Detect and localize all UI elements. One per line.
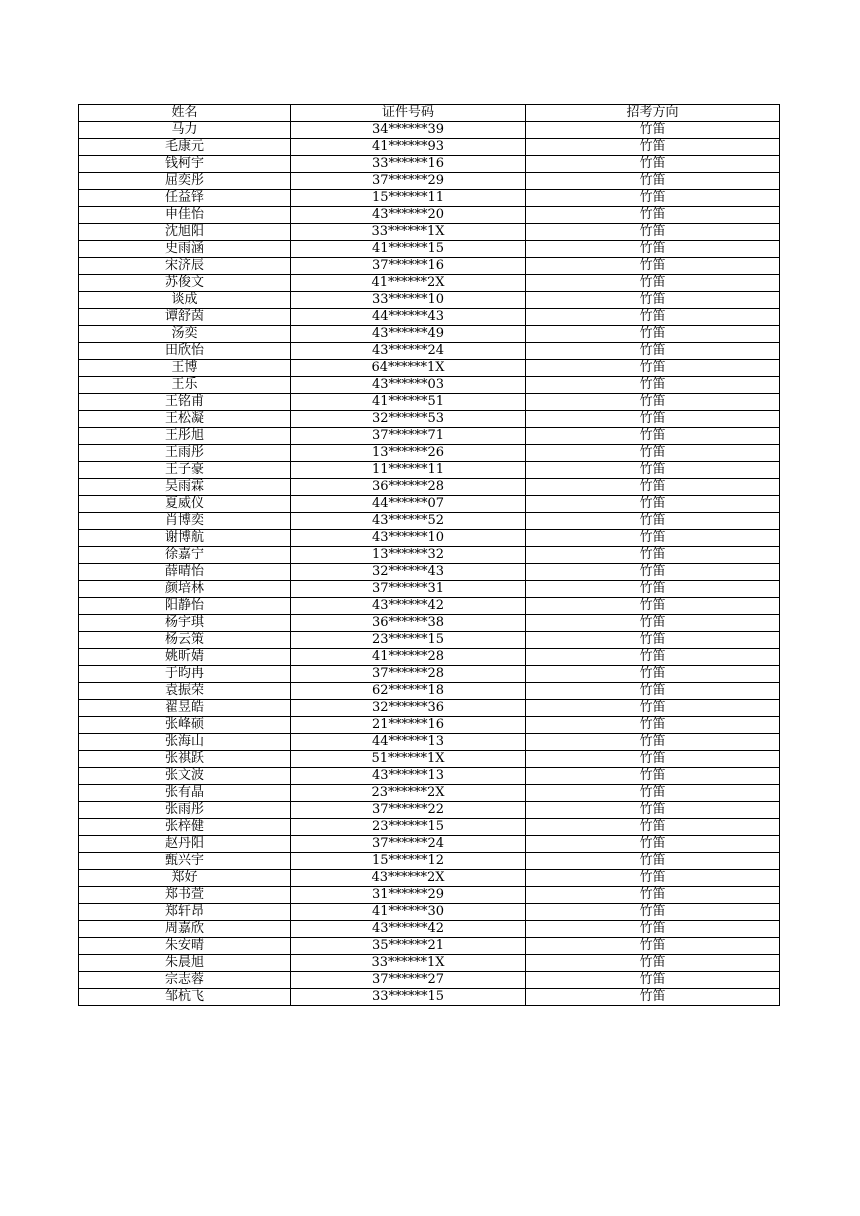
- table-row: [79, 615, 780, 632]
- cell-name: 屈奕彤: [79, 173, 291, 190]
- cell-id-number: 15******11: [291, 190, 526, 207]
- table-row: [79, 224, 780, 241]
- cell-direction: 竹笛: [526, 717, 780, 734]
- table-row: [79, 309, 780, 326]
- cell-direction: 竹笛: [526, 156, 780, 173]
- cell-id-number: 33******1X: [291, 955, 526, 972]
- table-row: [79, 445, 780, 462]
- cell-direction: 竹笛: [526, 955, 780, 972]
- table-row: [79, 496, 780, 513]
- table-row: [79, 190, 780, 207]
- cell-id-number: 23******15: [291, 819, 526, 836]
- cell-name: 宗志蓉: [79, 972, 291, 989]
- cell-id-number: 43******49: [291, 326, 526, 343]
- cell-direction: 竹笛: [526, 224, 780, 241]
- table-row: [79, 530, 780, 547]
- cell-name: 袁振荣: [79, 683, 291, 700]
- cell-id-number: 31******29: [291, 887, 526, 904]
- cell-direction: 竹笛: [526, 530, 780, 547]
- cell-direction: 竹笛: [526, 462, 780, 479]
- cell-id-number: 41******2X: [291, 275, 526, 292]
- cell-name: 王雨彤: [79, 445, 291, 462]
- cell-name: 朱安晴: [79, 938, 291, 955]
- cell-name: 谢博航: [79, 530, 291, 547]
- cell-name: 田欣怡: [79, 343, 291, 360]
- cell-id-number: 41******93: [291, 139, 526, 156]
- table-row: [79, 717, 780, 734]
- table-row: [79, 751, 780, 768]
- table-row: [79, 802, 780, 819]
- cell-name: 赵丹阳: [79, 836, 291, 853]
- cell-name: 任益铎: [79, 190, 291, 207]
- cell-id-number: 34******39: [291, 122, 526, 139]
- table-row: [79, 700, 780, 717]
- table-row: [79, 904, 780, 921]
- cell-id-number: 43******42: [291, 598, 526, 615]
- cell-direction: 竹笛: [526, 343, 780, 360]
- cell-id-number: 43******2X: [291, 870, 526, 887]
- table-row: [79, 462, 780, 479]
- cell-id-number: 43******13: [291, 768, 526, 785]
- table-row: [79, 734, 780, 751]
- cell-name: 苏俊文: [79, 275, 291, 292]
- cell-id-number: 41******30: [291, 904, 526, 921]
- table-row: [79, 955, 780, 972]
- header-name: 姓名: [79, 105, 291, 122]
- cell-name: 史雨涵: [79, 241, 291, 258]
- table-row: [79, 411, 780, 428]
- cell-name: 甄兴宇: [79, 853, 291, 870]
- cell-name: 颜培林: [79, 581, 291, 598]
- cell-name: 马力: [79, 122, 291, 139]
- cell-direction: 竹笛: [526, 938, 780, 955]
- cell-id-number: 33******16: [291, 156, 526, 173]
- header-direction: 招考方向: [526, 105, 780, 122]
- cell-id-number: 43******52: [291, 513, 526, 530]
- cell-direction: 竹笛: [526, 207, 780, 224]
- cell-name: 邹杭飞: [79, 989, 291, 1006]
- cell-id-number: 44******13: [291, 734, 526, 751]
- cell-id-number: 51******1X: [291, 751, 526, 768]
- cell-name: 谭舒茵: [79, 309, 291, 326]
- cell-direction: 竹笛: [526, 360, 780, 377]
- cell-direction: 竹笛: [526, 428, 780, 445]
- cell-id-number: 36******28: [291, 479, 526, 496]
- cell-id-number: 32******43: [291, 564, 526, 581]
- cell-direction: 竹笛: [526, 632, 780, 649]
- cell-id-number: 43******20: [291, 207, 526, 224]
- table-body: [79, 122, 780, 1006]
- table-row: [79, 513, 780, 530]
- table-row: [79, 326, 780, 343]
- cell-direction: 竹笛: [526, 326, 780, 343]
- cell-name: 夏威仪: [79, 496, 291, 513]
- cell-name: 阳静怡: [79, 598, 291, 615]
- cell-name: 张祺跃: [79, 751, 291, 768]
- cell-direction: 竹笛: [526, 887, 780, 904]
- table-row: [79, 989, 780, 1006]
- cell-name: 翟昱皓: [79, 700, 291, 717]
- table-row: [79, 683, 780, 700]
- cell-direction: 竹笛: [526, 547, 780, 564]
- cell-id-number: 15******12: [291, 853, 526, 870]
- cell-name: 张梓健: [79, 819, 291, 836]
- table-row: [79, 768, 780, 785]
- table-row: [79, 938, 780, 955]
- cell-direction: 竹笛: [526, 768, 780, 785]
- table-row: [79, 394, 780, 411]
- cell-name: 王松凝: [79, 411, 291, 428]
- table-row: [79, 887, 780, 904]
- cell-name: 吴雨霖: [79, 479, 291, 496]
- cell-direction: 竹笛: [526, 751, 780, 768]
- table-row: [79, 241, 780, 258]
- cell-name: 王子豪: [79, 462, 291, 479]
- cell-direction: 竹笛: [526, 190, 780, 207]
- cell-direction: 竹笛: [526, 802, 780, 819]
- cell-name: 徐嘉宁: [79, 547, 291, 564]
- cell-name: 杨云策: [79, 632, 291, 649]
- table-row: [79, 122, 780, 139]
- table-row: [79, 275, 780, 292]
- cell-direction: 竹笛: [526, 377, 780, 394]
- cell-name: 宋济辰: [79, 258, 291, 275]
- cell-name: 汤奕: [79, 326, 291, 343]
- cell-direction: 竹笛: [526, 394, 780, 411]
- cell-name: 薛晴怡: [79, 564, 291, 581]
- cell-name: 郑书萱: [79, 887, 291, 904]
- cell-direction: 竹笛: [526, 173, 780, 190]
- cell-direction: 竹笛: [526, 445, 780, 462]
- table-row: [79, 598, 780, 615]
- cell-name: 张海山: [79, 734, 291, 751]
- cell-id-number: 11******11: [291, 462, 526, 479]
- cell-id-number: 36******38: [291, 615, 526, 632]
- cell-direction: 竹笛: [526, 836, 780, 853]
- cell-name: 王铭甫: [79, 394, 291, 411]
- cell-name: 张雨彤: [79, 802, 291, 819]
- table-row: [79, 836, 780, 853]
- table-row: [79, 632, 780, 649]
- cell-name: 张峰硕: [79, 717, 291, 734]
- table-row: [79, 921, 780, 938]
- cell-direction: 竹笛: [526, 615, 780, 632]
- table-row: [79, 258, 780, 275]
- cell-name: 杨宇琪: [79, 615, 291, 632]
- cell-direction: 竹笛: [526, 496, 780, 513]
- cell-name: 王彤旭: [79, 428, 291, 445]
- table-row: [79, 377, 780, 394]
- cell-name: 王博: [79, 360, 291, 377]
- cell-id-number: 44******07: [291, 496, 526, 513]
- table-row: [79, 649, 780, 666]
- table-header: [79, 105, 780, 122]
- cell-direction: 竹笛: [526, 989, 780, 1006]
- cell-direction: 竹笛: [526, 309, 780, 326]
- table-row: [79, 972, 780, 989]
- cell-id-number: 41******51: [291, 394, 526, 411]
- cell-id-number: 21******16: [291, 717, 526, 734]
- cell-name: 谈成: [79, 292, 291, 309]
- cell-id-number: 37******31: [291, 581, 526, 598]
- table-row: [79, 785, 780, 802]
- cell-name: 郑好: [79, 870, 291, 887]
- table-row: [79, 173, 780, 190]
- table-row: [79, 819, 780, 836]
- cell-direction: 竹笛: [526, 513, 780, 530]
- cell-id-number: 43******10: [291, 530, 526, 547]
- cell-id-number: 44******43: [291, 309, 526, 326]
- cell-direction: 竹笛: [526, 853, 780, 870]
- cell-id-number: 37******28: [291, 666, 526, 683]
- cell-id-number: 41******15: [291, 241, 526, 258]
- cell-name: 朱晨旭: [79, 955, 291, 972]
- cell-name: 张有晶: [79, 785, 291, 802]
- cell-id-number: 41******28: [291, 649, 526, 666]
- cell-direction: 竹笛: [526, 666, 780, 683]
- table-row: [79, 564, 780, 581]
- cell-direction: 竹笛: [526, 258, 780, 275]
- cell-direction: 竹笛: [526, 700, 780, 717]
- cell-id-number: 37******16: [291, 258, 526, 275]
- table-row: [79, 156, 780, 173]
- cell-direction: 竹笛: [526, 921, 780, 938]
- cell-id-number: 37******27: [291, 972, 526, 989]
- cell-id-number: 62******18: [291, 683, 526, 700]
- cell-id-number: 33******10: [291, 292, 526, 309]
- cell-name: 郑轩昂: [79, 904, 291, 921]
- cell-name: 于昀冉: [79, 666, 291, 683]
- cell-name: 毛康元: [79, 139, 291, 156]
- cell-id-number: 32******53: [291, 411, 526, 428]
- cell-name: 肖博奕: [79, 513, 291, 530]
- table-row: [79, 479, 780, 496]
- cell-name: 张文波: [79, 768, 291, 785]
- table-row: [79, 666, 780, 683]
- cell-direction: 竹笛: [526, 139, 780, 156]
- cell-id-number: 33******1X: [291, 224, 526, 241]
- cell-name: 姚昕婧: [79, 649, 291, 666]
- cell-direction: 竹笛: [526, 972, 780, 989]
- table-row: [79, 360, 780, 377]
- header-id-number: 证件号码: [291, 105, 526, 122]
- cell-direction: 竹笛: [526, 241, 780, 258]
- table-row: [79, 428, 780, 445]
- cell-name: 王乐: [79, 377, 291, 394]
- table-row: [79, 343, 780, 360]
- cell-direction: 竹笛: [526, 292, 780, 309]
- cell-id-number: 37******29: [291, 173, 526, 190]
- cell-direction: 竹笛: [526, 122, 780, 139]
- cell-id-number: 37******22: [291, 802, 526, 819]
- cell-name: 周嘉欣: [79, 921, 291, 938]
- cell-direction: 竹笛: [526, 785, 780, 802]
- cell-direction: 竹笛: [526, 819, 780, 836]
- cell-id-number: 43******24: [291, 343, 526, 360]
- cell-direction: 竹笛: [526, 479, 780, 496]
- cell-id-number: 37******71: [291, 428, 526, 445]
- candidate-table: [78, 104, 780, 1006]
- cell-id-number: 33******15: [291, 989, 526, 1006]
- table-row: [79, 870, 780, 887]
- cell-id-number: 23******2X: [291, 785, 526, 802]
- header-row: [79, 105, 780, 122]
- cell-direction: 竹笛: [526, 581, 780, 598]
- table-row: [79, 292, 780, 309]
- cell-direction: 竹笛: [526, 564, 780, 581]
- cell-id-number: 37******24: [291, 836, 526, 853]
- cell-name: 申佳怡: [79, 207, 291, 224]
- cell-direction: 竹笛: [526, 649, 780, 666]
- cell-id-number: 43******03: [291, 377, 526, 394]
- cell-direction: 竹笛: [526, 870, 780, 887]
- cell-direction: 竹笛: [526, 598, 780, 615]
- cell-direction: 竹笛: [526, 734, 780, 751]
- cell-id-number: 13******32: [291, 547, 526, 564]
- table-row: [79, 139, 780, 156]
- cell-id-number: 64******1X: [291, 360, 526, 377]
- cell-id-number: 32******36: [291, 700, 526, 717]
- cell-name: 沈旭阳: [79, 224, 291, 241]
- cell-name: 钱柯宇: [79, 156, 291, 173]
- table-row: [79, 581, 780, 598]
- table-row: [79, 853, 780, 870]
- cell-direction: 竹笛: [526, 411, 780, 428]
- cell-id-number: 43******42: [291, 921, 526, 938]
- table-row: [79, 207, 780, 224]
- cell-id-number: 13******26: [291, 445, 526, 462]
- cell-direction: 竹笛: [526, 904, 780, 921]
- cell-direction: 竹笛: [526, 683, 780, 700]
- cell-direction: 竹笛: [526, 275, 780, 292]
- cell-id-number: 23******15: [291, 632, 526, 649]
- table-row: [79, 547, 780, 564]
- cell-id-number: 35******21: [291, 938, 526, 955]
